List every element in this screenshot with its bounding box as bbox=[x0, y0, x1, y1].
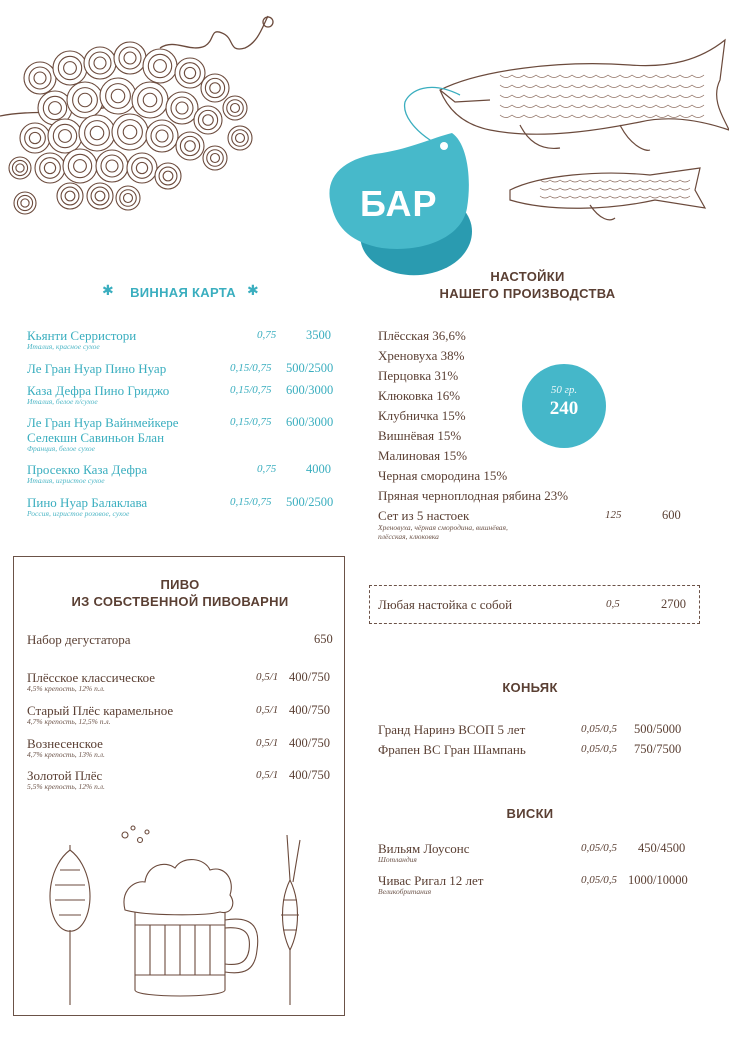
wine-price: 600/3000 bbox=[286, 383, 334, 397]
wine-item bbox=[27, 328, 342, 362]
beer-volume: 0,5/1 bbox=[256, 769, 279, 781]
cognac-price: 750/7500 bbox=[634, 742, 682, 756]
whisky-name: Чивас Ригал 12 лет bbox=[378, 873, 484, 888]
wine-item bbox=[27, 415, 342, 453]
snowflake-icon: ✱ bbox=[102, 283, 114, 299]
whisky-title: ВИСКИ bbox=[506, 806, 554, 821]
beer-name: Вознесенское bbox=[27, 736, 103, 751]
beer-item bbox=[27, 736, 337, 764]
beer-price: 400/750 bbox=[289, 736, 330, 750]
tasting-row bbox=[27, 632, 337, 648]
grapes-illustration bbox=[0, 8, 290, 223]
beer-name: Золотой Плёс bbox=[27, 768, 103, 783]
beer-name: Плёсское классическое bbox=[27, 670, 156, 685]
wine-price: 500/2500 bbox=[286, 495, 334, 509]
whisky-volume: 0,05/0,5 bbox=[581, 874, 618, 886]
beer-volume: 0,5/1 bbox=[256, 737, 279, 749]
takeaway-volume: 0,5 bbox=[606, 598, 620, 610]
tincture-item: Вишнёвая 15% bbox=[378, 428, 462, 443]
cognac-item bbox=[378, 722, 698, 738]
whisky-item bbox=[378, 841, 698, 869]
badge-volume: 50 гр. bbox=[550, 384, 578, 396]
tincture-item: Малиновая 15% bbox=[378, 448, 468, 463]
beer-price: 400/750 bbox=[289, 768, 330, 782]
beer-title bbox=[55, 576, 305, 610]
tincture-item: Плёсская 36,6% bbox=[378, 328, 466, 343]
beer-title-line2: ИЗ СОБСТВЕННОЙ ПИВОВАРНИ bbox=[71, 594, 289, 609]
wine-name: Ле Гран Нуар Пино Нуар bbox=[27, 361, 167, 376]
wine-item bbox=[27, 462, 342, 496]
whisky-volume: 0,05/0,5 bbox=[581, 842, 618, 854]
tinctures-title bbox=[430, 268, 625, 302]
set-sub2: плёсская, клюковка bbox=[378, 532, 439, 541]
wine-name: Ле Гран Нуар Вайнмейкере bbox=[27, 415, 179, 430]
price-badge bbox=[522, 364, 606, 448]
beer-title-line1: ПИВО bbox=[160, 577, 200, 592]
badge-price: 240 bbox=[549, 398, 579, 419]
tincture-item: Черная смородина 15% bbox=[378, 468, 508, 483]
tincture-item: Пряная черноплодная рябина 23% bbox=[378, 488, 569, 503]
tasting-price: 650 bbox=[314, 632, 333, 646]
wine-item bbox=[27, 383, 342, 417]
wine-price: 500/2500 bbox=[286, 361, 334, 375]
wine-price: 4000 bbox=[306, 462, 331, 476]
wine-item bbox=[27, 495, 342, 529]
tincture-item: Хреновуха 38% bbox=[378, 348, 465, 363]
whisky-price: 450/4500 bbox=[638, 841, 686, 855]
wine-origin: Россия, игристое розовое, сухое bbox=[27, 509, 130, 518]
whisky-origin: Шотландия bbox=[378, 855, 417, 864]
cognac-item bbox=[378, 742, 698, 758]
beer-strength: 4,7% крепость, 12,5% п.л. bbox=[27, 717, 111, 726]
whisky-price: 1000/10000 bbox=[628, 873, 688, 887]
cognac-name: Гранд Наринэ ВСОП 5 лет bbox=[378, 722, 526, 737]
cognac-title: КОНЬЯК bbox=[502, 680, 558, 695]
wine-origin: Франция, белое сухое bbox=[27, 444, 95, 453]
takeaway-price: 2700 bbox=[661, 597, 686, 611]
beer-strength: 4,5% крепость, 12% п.л. bbox=[27, 684, 105, 693]
tinctures-title-line2: НАШЕГО ПРОИЗВОДСТВА bbox=[439, 286, 616, 301]
wine-name: Просекко Каза Дефра bbox=[27, 462, 148, 477]
takeaway-name: Любая настойка с собой bbox=[378, 597, 513, 612]
wine-origin: Италия, игристое сухое bbox=[27, 476, 105, 485]
set-sub1: Хреновуха, чёрная смородина, вишнёвая, bbox=[378, 523, 508, 532]
wine-name-line2: Селекшн Савиньон Блан bbox=[27, 430, 165, 445]
beer-strength: 4,7% крепость, 13% п.л. bbox=[27, 750, 105, 759]
wine-volume: 0,15/0,75 bbox=[230, 384, 272, 396]
beer-illustration bbox=[25, 820, 325, 1010]
wine-price: 600/3000 bbox=[286, 415, 334, 429]
tinctures-title-line1: НАСТОЙКИ bbox=[490, 269, 565, 284]
beer-name: Старый Плёс карамельное bbox=[27, 703, 174, 718]
wine-name: Кьянти Серристори bbox=[27, 328, 137, 343]
wine-volume: 0,75 bbox=[257, 463, 277, 475]
beer-item bbox=[27, 670, 337, 698]
cognac-price: 500/5000 bbox=[634, 722, 682, 736]
takeaway-box bbox=[369, 585, 700, 624]
beer-item bbox=[27, 703, 337, 731]
tasting-name: Набор дегустатора bbox=[27, 632, 131, 647]
beer-volume: 0,5/1 bbox=[256, 671, 279, 683]
set-price: 600 bbox=[662, 508, 681, 522]
set-volume: 125 bbox=[605, 509, 622, 521]
wine-title: ВИННАЯ КАРТА bbox=[130, 285, 236, 300]
wine-name: Каза Дефра Пино Гриджо bbox=[27, 383, 170, 398]
wine-origin: Италия, белое п/сухое bbox=[27, 397, 98, 406]
wine-price: 3500 bbox=[306, 328, 331, 342]
whisky-name: Вильям Лоусонс bbox=[378, 841, 470, 856]
whisky-item bbox=[378, 873, 698, 901]
wine-volume: 0,75 bbox=[257, 329, 277, 341]
cognac-volume: 0,05/0,5 bbox=[581, 743, 618, 755]
wine-name: Пино Нуар Балаклава bbox=[27, 495, 148, 510]
set-name: Сет из 5 настоек bbox=[378, 508, 470, 523]
bar-logo-text: БАР bbox=[360, 183, 438, 224]
tincture-item: Клубничка 15% bbox=[378, 408, 466, 423]
wine-volume: 0,15/0,75 bbox=[230, 362, 272, 374]
wine-volume: 0,15/0,75 bbox=[230, 496, 272, 508]
snowflake-icon: ✱ bbox=[247, 283, 259, 299]
cognac-name: Фрапен ВС Гран Шампань bbox=[378, 742, 526, 757]
beer-item bbox=[27, 768, 337, 796]
tincture-item: Перцовка 31% bbox=[378, 368, 459, 383]
beer-strength: 5,5% крепость, 12% п.л. bbox=[27, 782, 105, 791]
wine-origin: Италия, красное сухое bbox=[27, 342, 100, 351]
set-row bbox=[378, 508, 698, 548]
tincture-item: Клюковка 16% bbox=[378, 388, 461, 403]
whisky-origin: Великобритания bbox=[378, 887, 432, 896]
beer-price: 400/750 bbox=[289, 703, 330, 717]
wine-volume: 0,15/0,75 bbox=[230, 416, 272, 428]
beer-price: 400/750 bbox=[289, 670, 330, 684]
cognac-volume: 0,05/0,5 bbox=[581, 723, 618, 735]
beer-volume: 0,5/1 bbox=[256, 704, 279, 716]
